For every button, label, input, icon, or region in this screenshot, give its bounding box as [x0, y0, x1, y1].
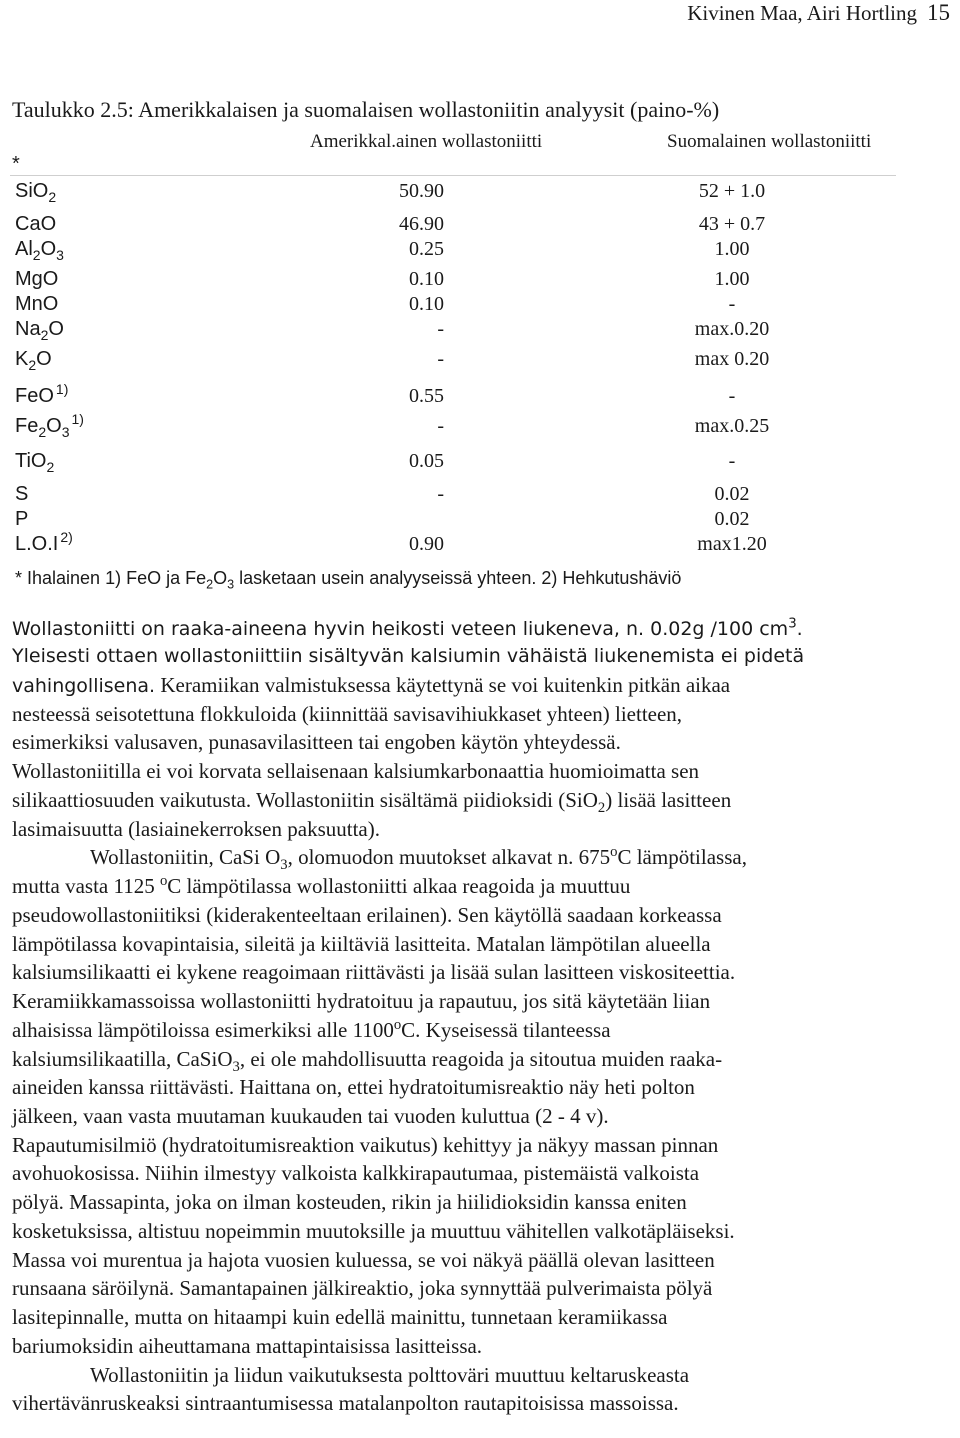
compound-name: $Al_2O_3$ — [15, 238, 64, 263]
paragraph-line: avohuokosissa. Niihin ilmestyy valkoista kalkkirapautumaa, pistemäistä valkoista — [12, 1161, 700, 1185]
american-value: 0.05 — [409, 450, 444, 472]
paragraph-line: nesteessä seisotettuna flokkuloida (kiinnittää savisavihiukkaset yhteen) lietteen, — [12, 702, 683, 726]
table-row — [0, 450, 960, 476]
compound-name: $Fe_2O_3^{1)}$ — [15, 411, 84, 440]
compound-name: MnO — [15, 293, 59, 315]
paragraph-line: Massa voi murentua ja hajota vuosien kuluessa, se voi näkyä päällä olevan lasitteen — [12, 1248, 715, 1272]
page-header — [687, 0, 950, 26]
compound-name: $Na_2O$ — [15, 318, 64, 343]
table-row — [0, 508, 960, 534]
table-row — [0, 213, 960, 239]
paragraph-line: vihertävänruskeaksi sintraantumisessa matalanpolton rautapitoisissa massoissa. — [12, 1391, 679, 1415]
paragraph-line: alhaisissa lämpötiloissa esimerkiksi alle 1100$^o$C. Kyseisessä tilanteessa — [12, 1017, 611, 1042]
paragraph-line: pseudowollastoniitiksi (kiderakenteeltaan erilainen). Sen käytöllä saadaan korkeassa — [12, 903, 722, 927]
compound-name: MgO — [15, 268, 59, 290]
table-footnote: * Ihalainen 1) FeO ja $Fe_2O_3$ lasketaan usein analyyseissä yhteen. 2) Hehkutushäviö — [15, 568, 682, 592]
finnish-value: 43 + 0.7 — [698, 213, 766, 235]
table-row — [0, 293, 960, 319]
paragraph-line: kalsiumsilikaatilla, CaSiO$_3$, ei ole mahdollisuutta reagoida ja sitoutua muiden raaka- — [12, 1047, 723, 1076]
finnish-value: - — [728, 293, 736, 315]
paragraph-line: kalsiumsilikaatti ei kykene reagoimaan riittävästi ja lisää sulan lasitteen viskositeettia. — [12, 960, 736, 984]
finnish-value: max 0.20 — [694, 348, 770, 370]
paragraph-line: Keramiikkamassoissa wollastoniitti hydratoituu ja rapautuu, jos sitä käytetään liian — [12, 989, 711, 1013]
table-row — [0, 180, 960, 206]
paragraph-line: vahingollisena. Keramiikan valmistuksessa käytettynä se voi kuitenkin pitkän aikaa — [12, 673, 731, 697]
paragraph-line: silikaattiosuuden vaikutusta. Wollastoniitin sisältämä piidioksidi (SiO$_2$) lisää lasitteen — [12, 788, 732, 817]
american-value: 0.55 — [409, 385, 444, 407]
finnish-value: max1.20 — [697, 533, 767, 555]
american-value: - — [437, 348, 444, 370]
paragraph-line: aineiden kanssa riittävästi. Haittana on, ettei hydratoitumisreaktio näy heti polton — [12, 1075, 695, 1099]
finnish-value: - — [728, 450, 736, 472]
table-row — [0, 318, 960, 344]
finnish-value: max.0.20 — [694, 318, 770, 340]
paragraph-line: Wollastoniitin, CaSi $O_3$, olomuodon muutokset alkavat n. 675$^o$C lämpötilassa, — [90, 844, 747, 874]
paragraph-line: kosketuksissa, altistuu nopeimmin muutoksille ja muuttuu vähitellen valkotäpläiseksi. — [12, 1219, 735, 1243]
table-divider — [10, 175, 896, 176]
paragraph-line: lämpötilassa kovapintaisia, sileitä ja kiiltäviä lasitteita. Matalan lämpötilan alueella — [12, 932, 711, 956]
table-row — [0, 483, 960, 509]
finnish-value: max.0.25 — [694, 415, 770, 437]
page-number: 15 — [927, 0, 950, 25]
paragraph-line: mutta vasta 1125 $^o$C lämpötilassa wollastoniitti alkaa reagoida ja muuttuu — [12, 873, 631, 898]
compound-name: L.O.I $^{2)}$ — [15, 529, 73, 555]
compound-name: FeO $^{1)}$ — [15, 381, 69, 407]
paragraph-line: Wollastoniitin ja liidun vaikutuksesta polttoväri muuttuu keltaruskeasta — [90, 1363, 690, 1387]
finnish-value: - — [728, 385, 736, 407]
table-row — [0, 268, 960, 294]
compound-name: TiO$_2$ — [15, 450, 55, 475]
table-asterisk: * — [12, 153, 20, 175]
american-value: 0.10 — [409, 293, 444, 315]
american-value: 0.90 — [409, 533, 444, 555]
paragraph-line: runsaana säröilynä. Samantapainen jälkireaktio, joka synnyttää pulverimaista pölyä — [12, 1276, 713, 1300]
column-header-american: Amerikkal.ainen wollastoniitti — [310, 131, 543, 152]
table-row — [0, 348, 960, 374]
paragraph-line: Rapautumisilmiö (hydratoitumisreaktion vaikutus) kehittyy ja näkyy massan pinnan — [12, 1133, 719, 1157]
compound-name: CaO — [15, 213, 57, 235]
american-value: - — [437, 318, 444, 340]
american-value: - — [437, 415, 444, 437]
paragraph-line: bariumoksidin aiheuttamana mattapintaisissa lasitteissa. — [12, 1334, 483, 1358]
compound-name: S — [15, 483, 29, 505]
table-caption: Taulukko 2.5: Amerikkalaisen ja suomalaisen wollastoniitin analyysit (paino-%) — [12, 97, 720, 122]
compound-name: SiO$_2$ — [15, 180, 57, 205]
table-row — [0, 238, 960, 264]
table-row — [0, 381, 960, 411]
finnish-value: 52 + 1.0 — [698, 180, 766, 202]
paragraph-line: Wollastoniitti on raaka-aineena hyvin heikosti veteen liukeneva, n. 0.02g /100 $cm^3$. — [12, 616, 803, 640]
table-row — [0, 411, 960, 441]
american-value: - — [437, 483, 444, 505]
paragraph-line: esimerkiksi valusaven, punasavilasitteen tai engoben käytön yhteydessä. — [12, 730, 621, 754]
american-value: 46.90 — [399, 213, 444, 235]
compound-name: $K_2O$ — [15, 348, 52, 373]
paragraph-line: jälkeen, vaan vasta muutaman kuukauden tai vuoden kuluttua (2 - 4 v). — [12, 1104, 609, 1128]
paragraph-line: lasitepinnalle, mutta on hitaampi kuin edellä mainittu, tunnetaan keramiikassa — [12, 1305, 668, 1329]
paragraph-line: Wollastoniitilla ei voi korvata sellaisenaan kalsiumkarbonaattia huomioimatta sen — [12, 759, 700, 783]
paragraph-line: pölyä. Massapinta, joka on ilman kosteuden, rikin ja hiilidioksidin kanssa eniten — [12, 1190, 687, 1214]
finnish-value: 1.00 — [714, 238, 750, 260]
finnish-value: 1.00 — [714, 268, 750, 290]
finnish-value: 0.02 — [714, 483, 750, 505]
american-value: 0.25 — [409, 238, 444, 260]
american-value: 50.90 — [399, 180, 444, 202]
finnish-value: 0.02 — [714, 508, 750, 530]
paragraph-line: Yleisesti ottaen wollastoniittiin sisältyvän kalsiumin vähäistä liukenemista ei pidetä — [12, 645, 805, 667]
american-value: 0.10 — [409, 268, 444, 290]
table-row — [0, 529, 960, 559]
column-header-finnish: Suomalainen wollastoniitti — [667, 131, 872, 152]
paragraph-line: lasimaisuutta (lasiainekerroksen paksuutta). — [12, 817, 380, 841]
header-authors: Kivinen Maa, Airi Hortling — [687, 1, 917, 25]
compound-name: P — [15, 508, 29, 530]
